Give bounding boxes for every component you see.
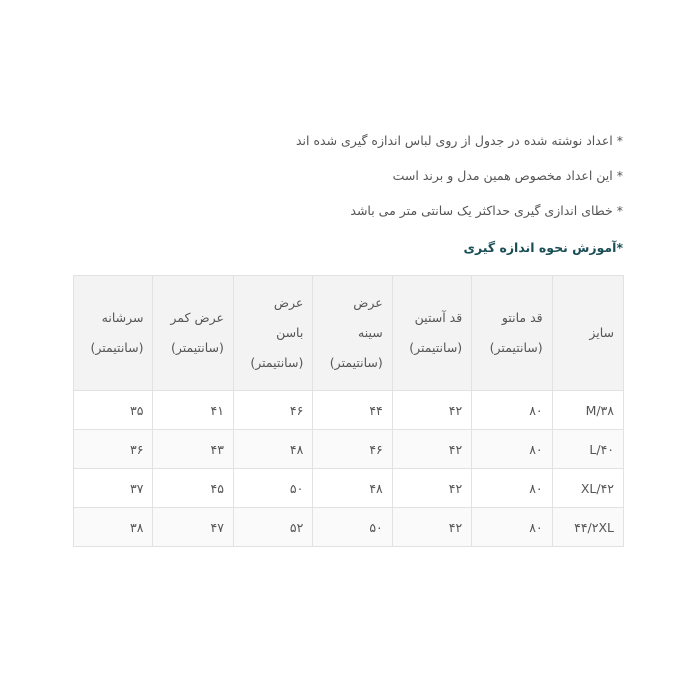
header-shoulder: سرشانه (سانتیمتر) [74,276,153,391]
cell-length: ۸۰ [472,469,552,508]
cell-size: ۴۴/۲XL [552,508,623,547]
cell-length: ۸۰ [472,391,552,430]
cell-hip: ۵۰ [233,469,312,508]
cell-length: ۸۰ [472,430,552,469]
header-hip-width: عرض باسن (سانتیمتر) [233,276,312,391]
cell-size: M/۳۸ [552,391,623,430]
cell-shoulder: ۳۸ [74,508,153,547]
header-chest-width: عرض سینه (سانتیمتر) [313,276,392,391]
size-table [73,275,624,547]
cell-waist: ۴۵ [153,469,233,508]
cell-size: L/۴۰ [552,430,623,469]
cell-hip: ۵۲ [233,508,312,547]
cell-sleeve: ۴۲ [392,391,471,430]
cell-hip: ۴۶ [233,391,312,430]
header-length: قد مانتو (سانتیمتر) [472,276,552,391]
cell-chest: ۴۶ [313,430,392,469]
cell-hip: ۴۸ [233,430,312,469]
size-guide [72,132,625,547]
header-size: سایز [552,276,623,391]
header-sleeve-length: قد آستین (سانتیمتر) [392,276,471,391]
note-measured-on-garment: * اعداد نوشته شده در جدول از روی لباس اندازه گیری شده اند [295,133,623,148]
table-row [74,508,624,547]
table-header-row [74,276,624,391]
note-measurement-error: * خطای اندازی گیری حداکثر یک سانتی متر می باشد [350,203,623,218]
header-waist-width: عرض کمر (سانتیمتر) [153,276,233,391]
note-model-specific: * این اعداد مخصوص همین مدل و برند است [392,168,623,183]
cell-shoulder: ۳۵ [74,391,153,430]
table-row [74,469,624,508]
cell-size: XL/۴۲ [552,469,623,508]
table-row [74,430,624,469]
cell-shoulder: ۳۷ [74,469,153,508]
table-row [74,391,624,430]
cell-chest: ۴۸ [313,469,392,508]
cell-sleeve: ۴۲ [392,508,471,547]
cell-waist: ۴۷ [153,508,233,547]
cell-sleeve: ۴۲ [392,469,471,508]
measurement-guide-link[interactable]: *آموزش نحوه اندازه گیری [463,240,623,255]
cell-shoulder: ۳۶ [74,430,153,469]
cell-chest: ۴۴ [313,391,392,430]
cell-sleeve: ۴۲ [392,430,471,469]
cell-waist: ۴۱ [153,391,233,430]
cell-chest: ۵۰ [313,508,392,547]
cell-waist: ۴۳ [153,430,233,469]
cell-length: ۸۰ [472,508,552,547]
